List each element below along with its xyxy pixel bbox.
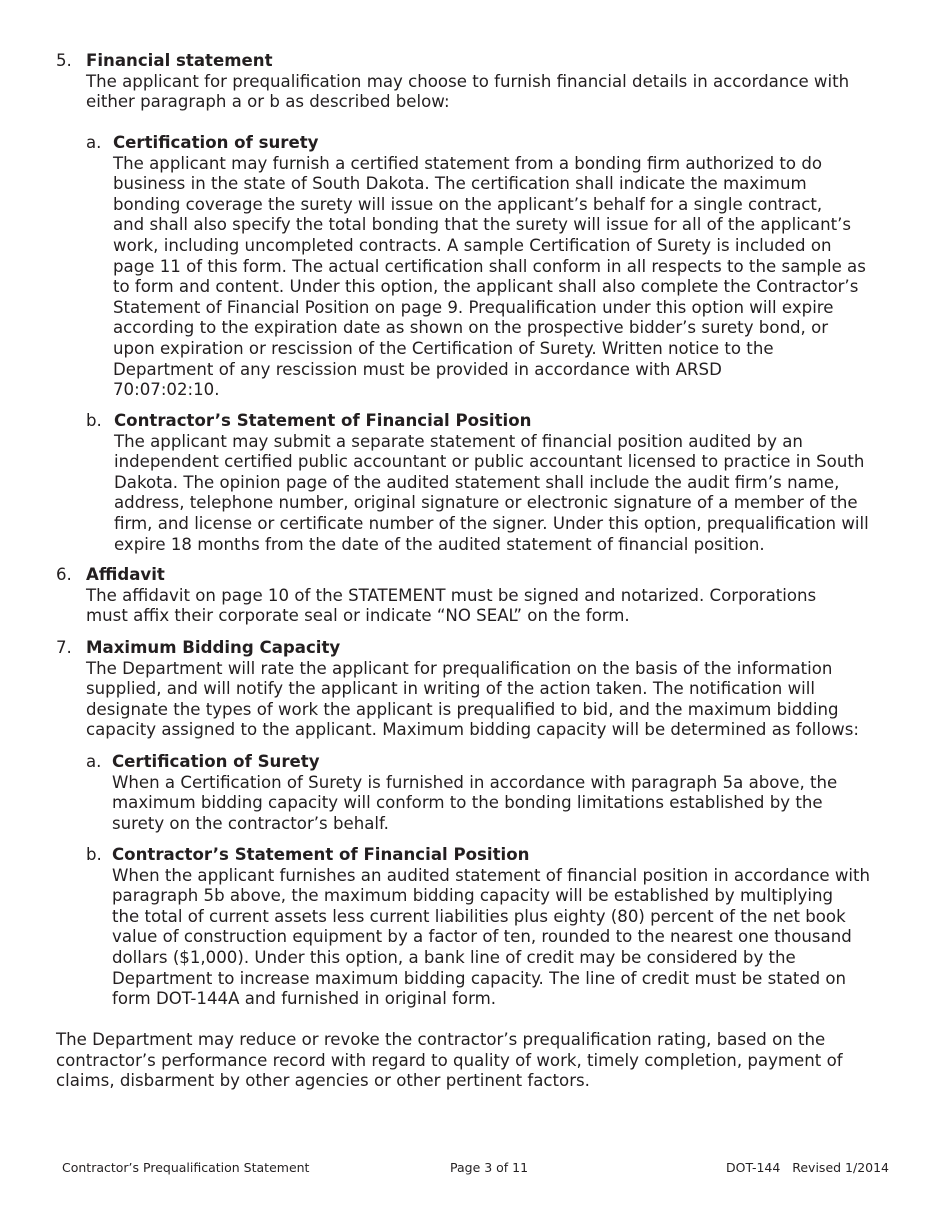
text-line: The Department may reduce or revoke the contractor’s prequalification rating, based on the — [56, 1030, 826, 1049]
subsection-letter: b. — [86, 411, 102, 430]
text-line: maximum bidding capacity will conform to the bonding limitations established by the — [112, 793, 823, 813]
subsection-letter: a. — [86, 752, 102, 771]
section-body — [86, 586, 906, 627]
text-line: bonding coverage the surety will issue on the applicant’s behalf for a single contract, — [113, 194, 823, 214]
text-line: dollars ($1,000). Under this option, a bank line of credit may be considered by the — [112, 947, 796, 967]
text-line: capacity assigned to the applicant. Maximum bidding capacity will be determined as follows: — [86, 720, 859, 740]
subsection-7a — [86, 752, 936, 834]
text-line: independent certified public accountant or public accountant licensed to practice in South — [114, 452, 865, 472]
text-line: claims, disbarment by other agencies or other pertinent factors. — [56, 1071, 590, 1091]
text-line: to form and content. Under this option, the applicant shall also complete the Contractor’s — [113, 277, 859, 297]
text-line: When the applicant furnishes an audited statement of financial position in accordance with — [112, 865, 871, 885]
text-line: The applicant for prequalification may choose to furnish financial details in accordance with — [86, 71, 850, 91]
subsection-heading: Contractor’s Statement of Financial Position — [114, 411, 532, 430]
subsection-heading: Certification of Surety — [112, 752, 320, 771]
text-line: value of construction equipment by a factor of ten, rounded to the nearest one thousand — [112, 927, 852, 947]
text-line: supplied, and will notify the applicant in writing of the action taken. The notification will — [86, 679, 815, 699]
subsection-body — [112, 866, 936, 1010]
section-6 — [56, 565, 906, 627]
text-line: Statement of Financial Position on page 9. Prequalification under this option will expire — [113, 297, 834, 317]
subsection-heading: Certification of surety — [113, 133, 319, 152]
text-line: surety on the contractor’s behalf. — [112, 813, 389, 833]
section-number: 6. — [56, 565, 72, 584]
section-5 — [56, 51, 906, 113]
subsection-body — [112, 773, 936, 835]
text-line: The applicant may submit a separate statement of financial position audited by an — [114, 431, 803, 451]
text-line: 70:07:02:10. — [113, 380, 220, 400]
section-heading: Affidavit — [86, 565, 165, 584]
section-number: 5. — [56, 51, 72, 70]
text-line: business in the state of South Dakota. The certification shall indicate the maximum — [113, 174, 807, 194]
text-line: upon expiration or rescission of the Certification of Surety. Written notice to the — [113, 338, 774, 358]
text-line: the total of current assets less current liabilities plus eighty (80) percent of the net book — [112, 906, 846, 926]
subsection-letter: b. — [86, 845, 102, 864]
text-line: work, including uncompleted contracts. A sample Certification of Surety is included on — [113, 235, 832, 255]
text-line: paragraph 5b above, the maximum bidding capacity will be established by multiplying — [112, 886, 834, 906]
section-heading: Financial statement — [86, 51, 273, 70]
subsection-body — [114, 432, 936, 556]
footer-form-revision: DOT-144 Revised 1/2014 — [726, 1160, 890, 1175]
subsection-5a — [86, 133, 936, 401]
text-line: The Department will rate the applicant for prequalification on the basis of the information — [86, 658, 833, 678]
text-line: according to the expiration date as shown on the prospective bidder’s surety bond, or — [113, 318, 829, 338]
text-line: The applicant may furnish a certified statement from a bonding firm authorized to do — [113, 153, 823, 173]
text-line: Department of any rescission must be provided in accordance with ARSD — [113, 359, 722, 379]
text-line: form DOT-144A and furnished in original form. — [112, 989, 497, 1009]
section-heading: Maximum Bidding Capacity — [86, 638, 341, 657]
text-line: firm, and license or certificate number of the signer. Under this option, prequalification will — [114, 513, 869, 533]
text-line: and shall also specify the total bonding that the surety will issue for all of the applicant’s — [113, 215, 852, 235]
text-line: designate the types of work the applicant is prequalified to bid, and the maximum bidding — [86, 699, 839, 719]
text-line: address, telephone number, original signature or electronic signature of a member of the — [114, 493, 858, 513]
subsection-5b — [86, 411, 936, 555]
subsection-7b — [86, 845, 936, 1010]
text-line: page 11 of this form. The actual certification shall conform in all respects to the sample as — [113, 256, 866, 276]
closing-paragraph — [56, 1030, 906, 1092]
text-line: When a Certification of Surety is furnished in accordance with paragraph 5a above, the — [112, 772, 838, 792]
section-body — [86, 72, 906, 113]
subsection-body — [113, 154, 936, 401]
subsection-letter: a. — [86, 133, 102, 152]
text-line: Dakota. The opinion page of the audited statement shall include the audit firm’s name, — [114, 472, 840, 492]
section-body — [86, 659, 906, 741]
section-number: 7. — [56, 638, 72, 657]
text-line: Department to increase maximum bidding capacity. The line of credit must be stated on — [112, 968, 847, 988]
section-7 — [56, 638, 906, 741]
text-line: The affidavit on page 10 of the STATEMENT must be signed and notarized. Corporations — [86, 585, 817, 605]
subsection-heading: Contractor’s Statement of Financial Position — [112, 845, 530, 864]
text-line: contractor’s performance record with regard to quality of work, timely completion, payment of — [56, 1050, 843, 1070]
text-line: either paragraph a or b as described below: — [86, 92, 450, 112]
text-line: expire 18 months from the date of the audited statement of financial position. — [114, 534, 765, 554]
footer-page-number: Page 3 of 11 — [450, 1160, 529, 1175]
footer-title: Contractor’s Prequalification Statement — [62, 1160, 310, 1175]
text-line: must affix their corporate seal or indicate “NO SEAL” on the form. — [86, 606, 630, 626]
